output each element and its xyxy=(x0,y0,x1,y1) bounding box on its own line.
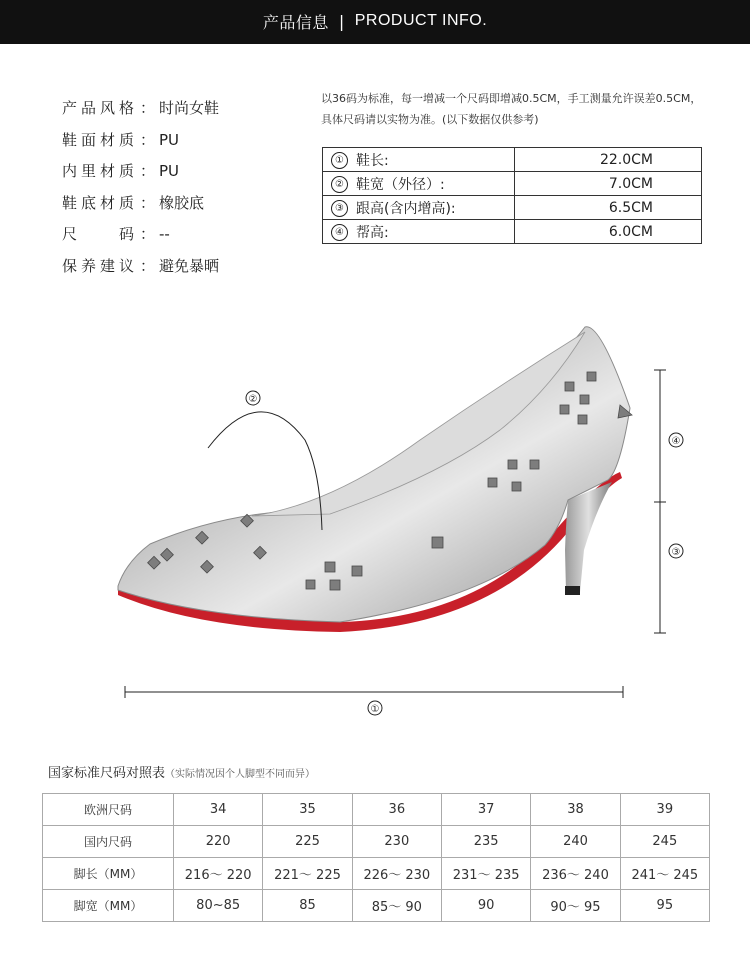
measurement-row xyxy=(323,172,702,196)
upper-height-marker: ④ xyxy=(671,436,681,447)
measurement-value: 7.0CM xyxy=(515,172,702,196)
table-cell: 90 xyxy=(441,890,530,922)
table-cell: 85 xyxy=(263,890,352,922)
size-chart-table xyxy=(42,793,710,922)
attribute-label: 内里材质 xyxy=(62,162,134,180)
attribute-row: 鞋底材质 ： 橡胶底 xyxy=(62,188,219,220)
measurement-row xyxy=(323,196,702,220)
measurement-label: 跟高(含内增高): xyxy=(356,200,456,217)
measurement-note xyxy=(321,88,721,130)
width-marker: ② xyxy=(248,394,258,405)
table-cell: 226～ 230 xyxy=(352,858,441,890)
note-line: 具体尺码请以实物为准。(以下数据仅供参考) xyxy=(321,113,539,126)
measurement-row xyxy=(323,220,702,244)
size-chart-title xyxy=(48,762,315,781)
table-cell: 38 xyxy=(531,794,620,826)
attribute-label: 鞋面材质 xyxy=(62,130,134,149)
table-cell: 85～ 90 xyxy=(352,890,441,922)
attribute-row: 尺 码 ： -- xyxy=(62,219,219,251)
attribute-value: PU xyxy=(159,130,180,149)
attribute-list xyxy=(62,93,219,282)
table-cell: 230 xyxy=(352,826,441,858)
attribute-value: 时尚女鞋 xyxy=(159,99,220,117)
attribute-row: 鞋面材质 ： PU xyxy=(62,125,219,157)
size-chart-subtitle: （实际情况因个人脚型不同而异） xyxy=(165,769,316,780)
table-row xyxy=(43,858,710,890)
table-cell: 80~85 xyxy=(174,890,263,922)
table-row xyxy=(43,794,710,826)
table-cell: 225 xyxy=(263,826,352,858)
header-bar xyxy=(0,0,750,42)
table-cell: 231～ 235 xyxy=(441,858,530,890)
table-cell: 216～ 220 xyxy=(174,858,263,890)
table-cell: 240 xyxy=(531,826,620,858)
measurement-label: 帮高: xyxy=(356,224,389,241)
note-line: 以36码为标准，每一增减一个尺码即增减0.5CM，手工测量允许误差0.5CM， xyxy=(321,92,702,105)
shoe-diagram xyxy=(0,300,750,740)
length-marker: ① xyxy=(370,704,380,715)
marker-number: ② xyxy=(331,176,348,193)
attribute-row: 产品风格 ： 时尚女鞋 xyxy=(62,93,219,125)
measurement-value: 22.0CM xyxy=(515,148,702,172)
table-row xyxy=(43,890,710,922)
marker-number: ③ xyxy=(331,200,348,217)
row-header: 欧洲尺码 xyxy=(43,794,174,826)
attribute-value: 避免暴晒 xyxy=(159,256,220,275)
table-cell: 236～ 240 xyxy=(531,858,620,890)
measurement-table xyxy=(322,147,702,244)
measurement-value: 6.0CM xyxy=(515,220,702,244)
attribute-value: 橡胶底 xyxy=(159,193,205,212)
table-cell: 245 xyxy=(620,826,709,858)
heel-height-marker: ③ xyxy=(671,547,681,558)
attribute-label: 产品风格 xyxy=(62,99,134,117)
attribute-label: 保养建议 xyxy=(62,256,134,275)
marker-number: ① xyxy=(331,152,348,169)
measurement-row xyxy=(323,148,702,172)
row-header: 脚长（MM） xyxy=(43,858,174,890)
table-cell: 34 xyxy=(174,794,263,826)
header-title-cn: 产品信息 xyxy=(262,12,329,32)
header-title-en: PRODUCT INFO. xyxy=(354,12,488,29)
attribute-value: PU xyxy=(159,162,180,180)
table-cell: 235 xyxy=(441,826,530,858)
table-row xyxy=(43,826,710,858)
table-cell: 39 xyxy=(620,794,709,826)
measurement-label: 鞋长: xyxy=(356,152,389,169)
table-cell: 36 xyxy=(352,794,441,826)
heel-tip xyxy=(565,586,580,595)
table-cell: 95 xyxy=(620,890,709,922)
size-chart-heading: 国家标准尺码对照表 xyxy=(48,766,166,781)
attribute-row: 内里材质 ： PU xyxy=(62,156,219,188)
table-cell: 221～ 225 xyxy=(263,858,352,890)
table-cell: 90～ 95 xyxy=(531,890,620,922)
attribute-row: 保养建议 ： 避免暴晒 xyxy=(62,251,219,283)
row-header: 国内尺码 xyxy=(43,826,174,858)
header-separator: | xyxy=(338,11,345,31)
measurement-value: 6.5CM xyxy=(515,196,702,220)
header-divider xyxy=(0,42,750,44)
table-cell: 220 xyxy=(174,826,263,858)
attribute-label: 尺 码 xyxy=(62,225,134,243)
measurement-label: 鞋宽（外径）: xyxy=(356,176,445,193)
table-cell: 241～ 245 xyxy=(620,858,709,890)
table-cell: 37 xyxy=(441,794,530,826)
marker-number: ④ xyxy=(331,224,348,241)
table-cell: 35 xyxy=(263,794,352,826)
attribute-label: 鞋底材质 xyxy=(62,193,134,212)
attribute-value: -- xyxy=(159,225,170,243)
row-header: 脚宽（MM） xyxy=(43,890,174,922)
